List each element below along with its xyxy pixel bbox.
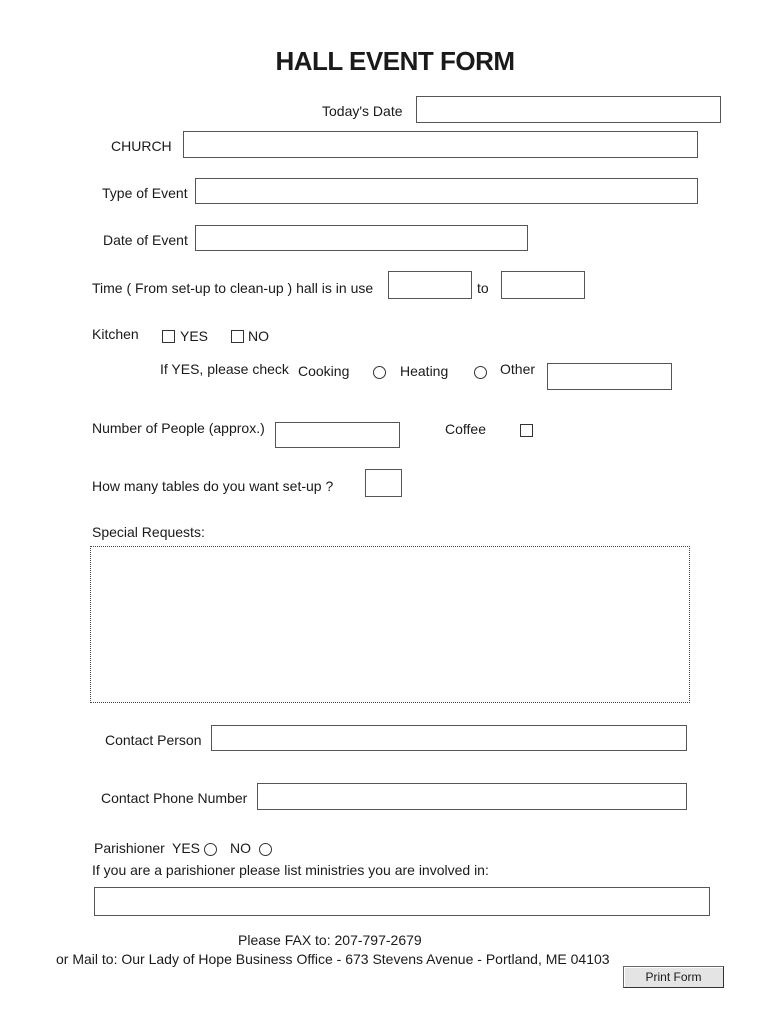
- kitchen-label: Kitchen: [92, 326, 139, 342]
- time-from-input[interactable]: [388, 271, 472, 299]
- time-label: Time ( From set-up to clean-up ) hall is in use: [92, 280, 374, 296]
- contact-person-label: Contact Person: [105, 732, 202, 748]
- todays-date-input[interactable]: [416, 96, 721, 123]
- parishioner-no-label: NO: [230, 840, 251, 856]
- kitchen-yes-checkbox[interactable]: [162, 330, 175, 343]
- other-input[interactable]: [547, 363, 672, 390]
- print-form-button[interactable]: Print Form: [623, 966, 724, 988]
- page-title: HALL EVENT FORM: [275, 46, 515, 76]
- date-of-event-label: Date of Event: [103, 232, 188, 248]
- tables-input[interactable]: [365, 469, 402, 497]
- kitchen-yes-label: YES: [180, 328, 209, 344]
- number-of-people-input[interactable]: [275, 422, 400, 448]
- ministries-input[interactable]: [94, 887, 710, 916]
- mail-text: or Mail to: Our Lady of Hope Business Office - 673 Stevens Avenue - Portland, ME 04103: [56, 951, 610, 967]
- heating-label: Heating: [400, 363, 449, 379]
- time-to-input[interactable]: [501, 271, 585, 299]
- heating-radio[interactable]: [474, 366, 487, 379]
- parishioner-label: Parishioner: [94, 840, 165, 856]
- contact-phone-input[interactable]: [257, 783, 687, 810]
- church-label: CHURCH: [111, 138, 172, 154]
- coffee-checkbox[interactable]: [520, 424, 533, 437]
- parishioner-yes-label: YES: [172, 840, 201, 856]
- cooking-label: Cooking: [298, 363, 350, 379]
- type-of-event-label: Type of Event: [102, 185, 188, 201]
- date-of-event-input[interactable]: [195, 225, 528, 251]
- parishioner-no-radio[interactable]: [259, 843, 272, 856]
- church-input[interactable]: [183, 131, 698, 158]
- time-to-label: to: [477, 280, 489, 296]
- special-requests-textarea[interactable]: [90, 546, 690, 703]
- todays-date-label: Today's Date: [322, 103, 403, 119]
- number-of-people-label: Number of People (approx.): [92, 420, 265, 436]
- parishioner-yes-radio[interactable]: [204, 843, 217, 856]
- other-label: Other: [500, 361, 536, 377]
- kitchen-no-checkbox[interactable]: [231, 330, 244, 343]
- ministries-label: If you are a parishioner please list ministries you are involved in:: [92, 862, 489, 878]
- coffee-label: Coffee: [445, 421, 486, 437]
- special-requests-label: Special Requests:: [92, 524, 205, 540]
- cooking-radio[interactable]: [373, 366, 386, 379]
- contact-person-input[interactable]: [211, 725, 687, 751]
- type-of-event-input[interactable]: [195, 178, 698, 204]
- kitchen-no-label: NO: [248, 328, 269, 344]
- if-yes-label: If YES, please check: [160, 361, 289, 377]
- contact-phone-label: Contact Phone Number: [101, 790, 248, 806]
- fax-text: Please FAX to: 207-797-2679: [238, 932, 422, 948]
- tables-label: How many tables do you want set-up ?: [92, 478, 334, 494]
